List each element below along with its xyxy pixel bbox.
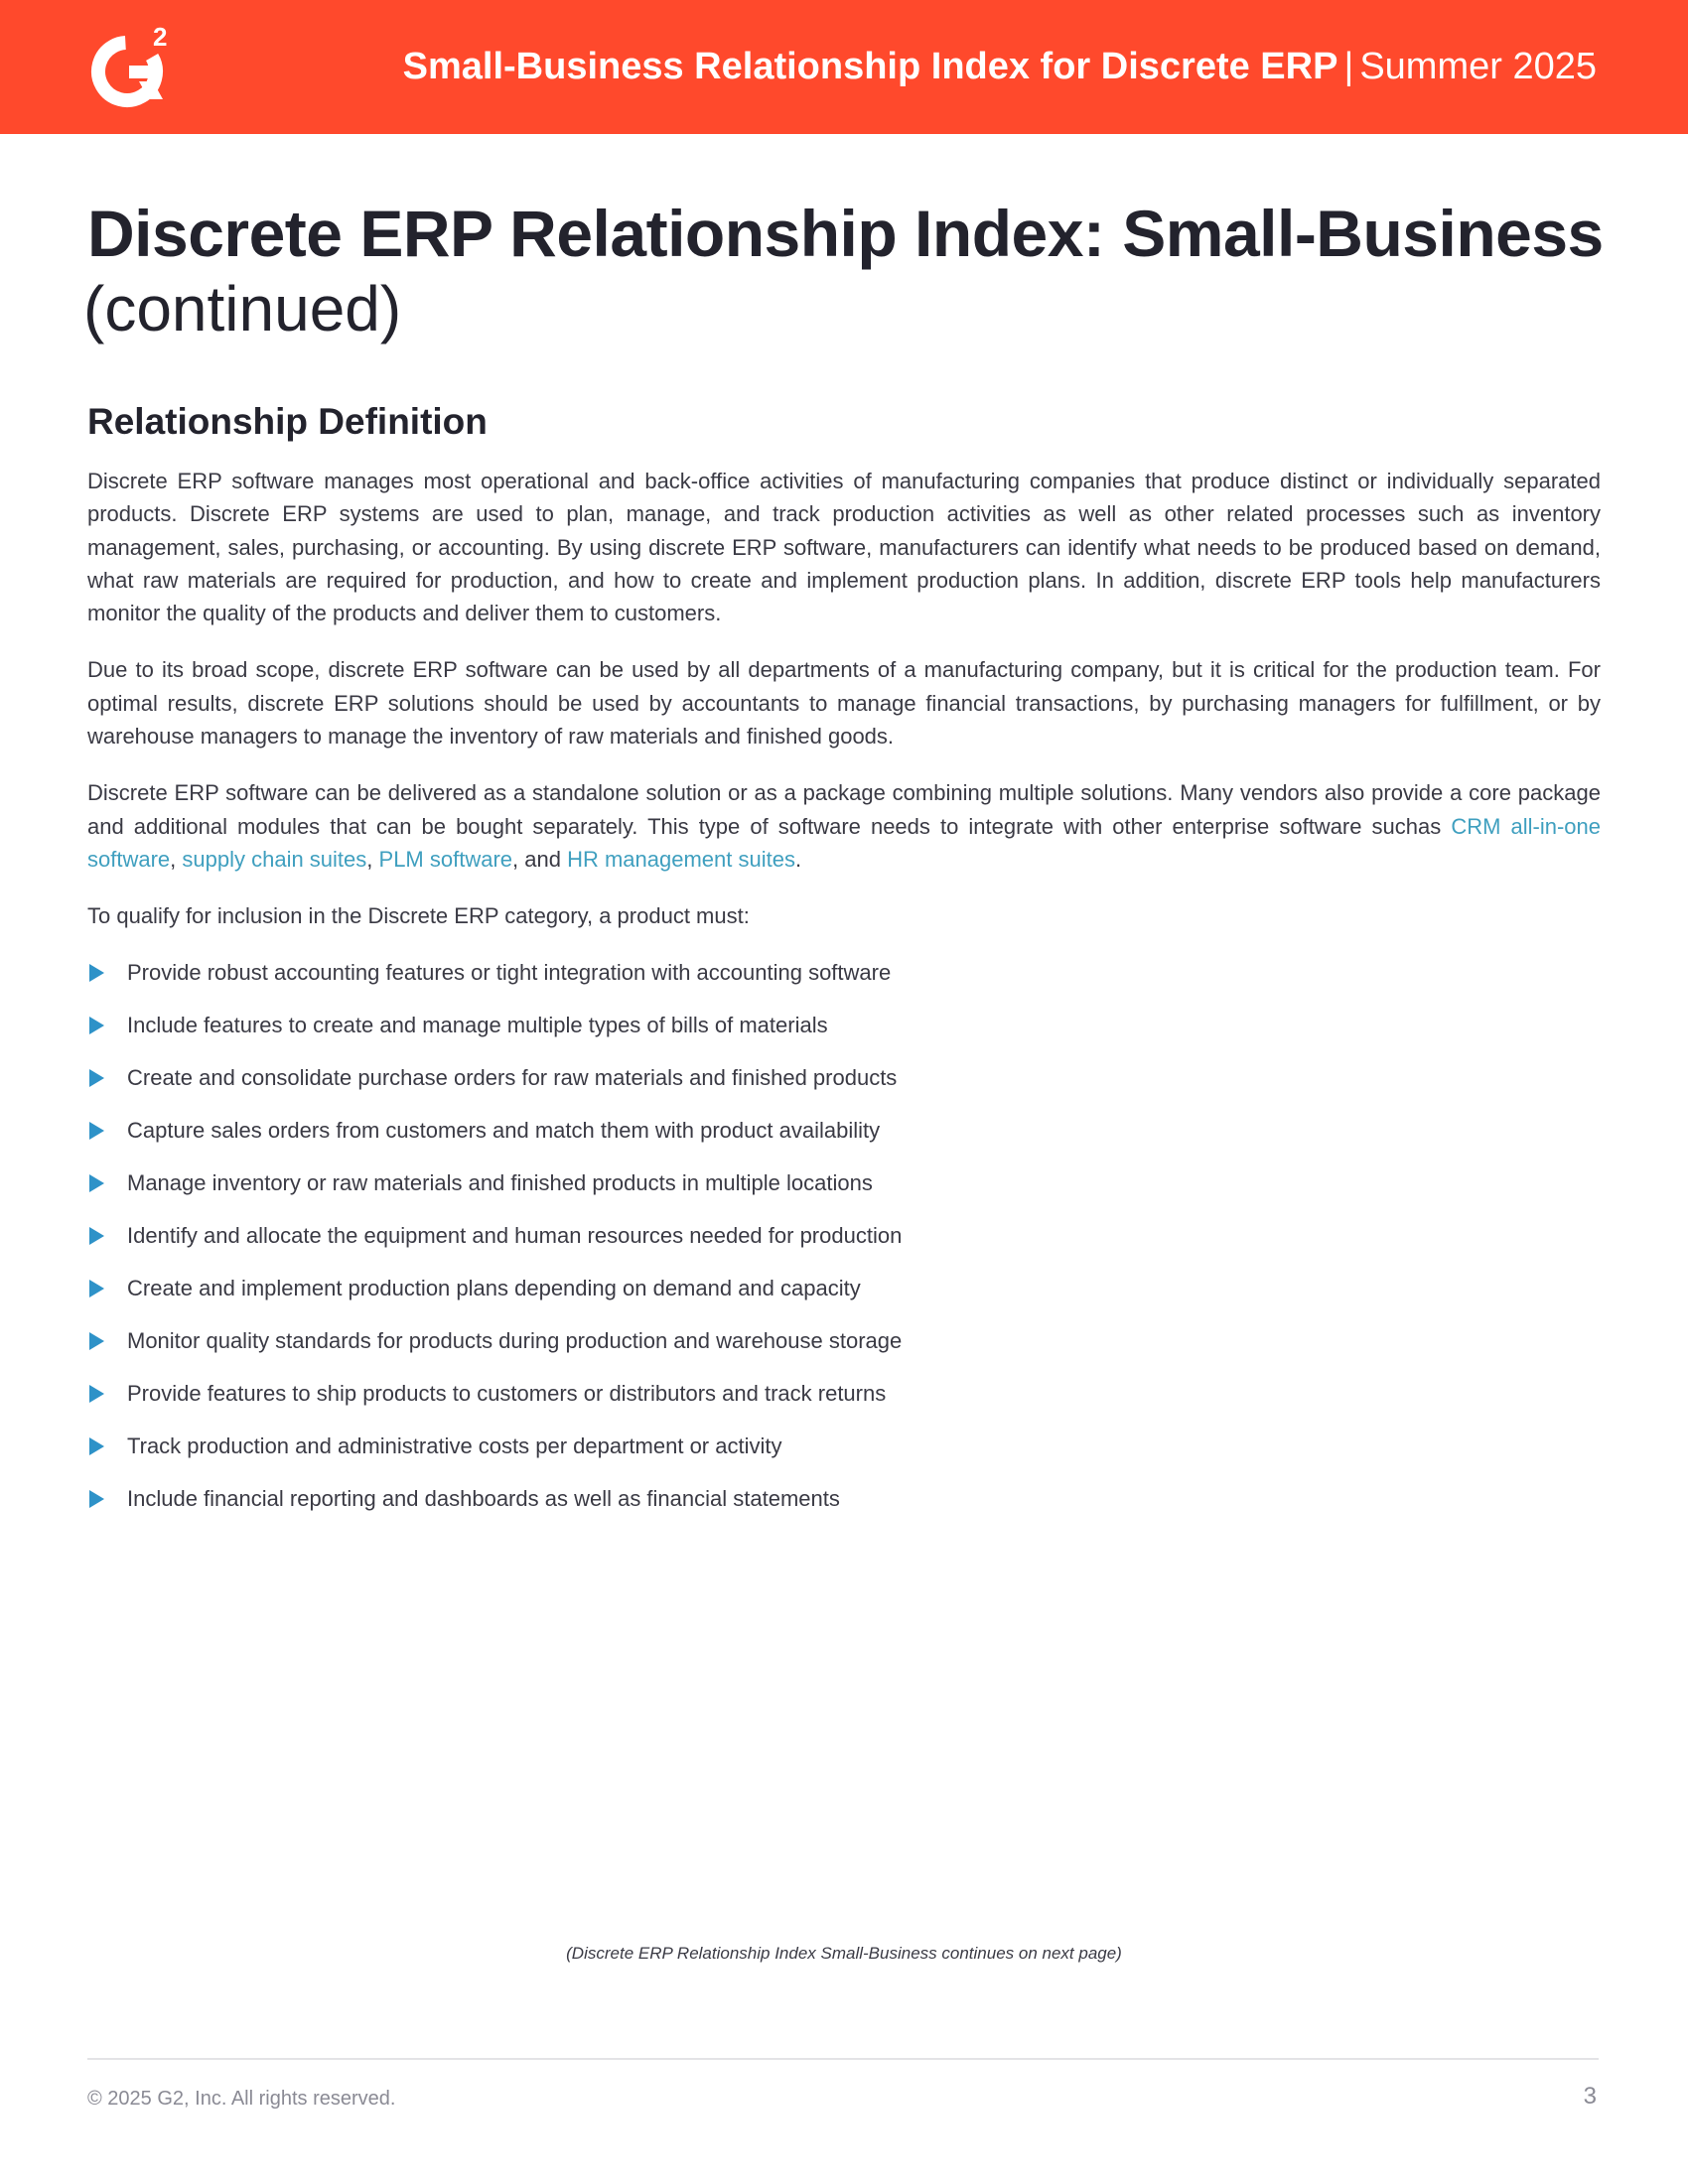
- definition-paragraph-1: Discrete ERP software manages most operational and back-office activities of manufacturing companies that produce distinct or individually separated products. Discrete ERP systems are used to plan, manage, and track production activities as well as other related processes such as inventory management, sales, purchasing, or accounting. By using discrete ERP software, manufacturers can identify what needs to be produced based on demand, what raw materials are required for production, and how to create and implement production plans. In addition, discrete ERP tools help manufacturers monitor the quality of the products and deliver them to customers.: [87, 469, 1601, 626]
- criteria-text: Include financial reporting and dashboards as well as financial statements: [127, 1486, 840, 1512]
- criteria-text: Create and consolidate purchase orders for raw materials and finished products: [127, 1065, 898, 1091]
- criteria-text: Monitor quality standards for products during production and warehouse storage: [127, 1328, 903, 1354]
- g2-logo-icon: [87, 22, 177, 111]
- list-item: [87, 1272, 1601, 1324]
- continues-note: (Discrete ERP Relationship Index Small-Business continues on next page): [566, 1944, 1122, 1963]
- criteria-text: Identify and allocate the equipment and human resources needed for production: [127, 1223, 903, 1249]
- list-item: [87, 1009, 1601, 1061]
- integration-text: Discrete ERP software can be delivered as a standalone solution or as a package combining multiple solutions. Many vendors also provide a core package and additional modules that can be bought separately. This type of software needs to integrate with other enterprise software suchas: [87, 780, 1601, 839]
- list-item: [87, 1430, 1601, 1482]
- criteria-intro: To qualify for inclusion in the Discrete ERP category, a product must:: [87, 903, 750, 929]
- link-comma: ,: [170, 846, 183, 872]
- footer-divider: [87, 2058, 1599, 2060]
- paragraph-end: .: [794, 846, 802, 872]
- definition-paragraph-2: Due to its broad scope, discrete ERP software can be used by all departments of a manufacturing company, but it is critical for the production team. For optimal results, discrete ERP solutions should be used by accountants to manage financial transactions, by purchasing managers for fulfillment, or by warehouse managers to manage the inventory of raw materials and finished goods.: [87, 657, 1601, 750]
- criteria-text: Manage inventory or raw materials and finished products in multiple locations: [127, 1170, 873, 1196]
- definition-paragraph-3: [87, 776, 1601, 876]
- page-number: 3: [1583, 2083, 1597, 2110]
- page-subtitle: (continued): [83, 273, 402, 344]
- section-body: [87, 465, 1601, 1535]
- criteria-text: Include features to create and manage multiple types of bills of materials: [127, 1013, 828, 1038]
- criteria-text: Capture sales orders from customers and match them with product availability: [127, 1118, 881, 1144]
- triangle-bullet-icon: [89, 1122, 104, 1140]
- triangle-bullet-icon: [89, 1490, 104, 1508]
- triangle-bullet-icon: [89, 964, 104, 982]
- triangle-bullet-icon: [89, 1332, 104, 1350]
- link-hr-management-suites[interactable]: HR management suites: [567, 846, 795, 872]
- svg-text:2: 2: [153, 22, 168, 52]
- report-season: Summer 2025: [1359, 46, 1597, 87]
- criteria-text: Provide features to ship products to customers or distributors and track returns: [127, 1381, 887, 1407]
- triangle-bullet-icon: [89, 1017, 104, 1034]
- page-title: Discrete ERP Relationship Index: Small-Business: [87, 197, 1604, 270]
- list-item: [87, 956, 1601, 1009]
- link-plm-software[interactable]: PLM software: [378, 846, 513, 872]
- link-comma: ,: [366, 846, 379, 872]
- triangle-bullet-icon: [89, 1437, 104, 1455]
- link-and: , and: [512, 846, 568, 872]
- triangle-bullet-icon: [89, 1385, 104, 1403]
- list-item: [87, 1377, 1601, 1430]
- copyright: © 2025 G2, Inc. All rights reserved.: [87, 2088, 396, 2110]
- header-banner: [0, 0, 1688, 134]
- criteria-text: Track production and administrative costs per department or activity: [127, 1433, 782, 1459]
- list-item: [87, 1114, 1601, 1166]
- link-crm-all-in-one-software[interactable]: CRM all-in-one software: [87, 813, 1601, 872]
- list-item: [87, 1324, 1601, 1377]
- triangle-bullet-icon: [89, 1280, 104, 1297]
- title-separator: |: [1343, 46, 1354, 87]
- criteria-text: Provide robust accounting features or tight integration with accounting software: [127, 960, 892, 986]
- criteria-text: Create and implement production plans depending on demand and capacity: [127, 1276, 861, 1301]
- report-title-text: Small-Business Relationship Index for Discrete ERP: [402, 46, 1338, 87]
- triangle-bullet-icon: [89, 1174, 104, 1192]
- report-title: [403, 38, 1597, 95]
- triangle-bullet-icon: [89, 1069, 104, 1087]
- list-item: [87, 1061, 1601, 1114]
- list-item: [87, 1482, 1601, 1535]
- link-supply-chain-suites[interactable]: supply chain suites: [182, 846, 367, 872]
- section-heading: Relationship Definition: [87, 401, 488, 442]
- list-item: [87, 1219, 1601, 1272]
- triangle-bullet-icon: [89, 1227, 104, 1245]
- list-item: [87, 1166, 1601, 1219]
- criteria-list: [87, 956, 1601, 1535]
